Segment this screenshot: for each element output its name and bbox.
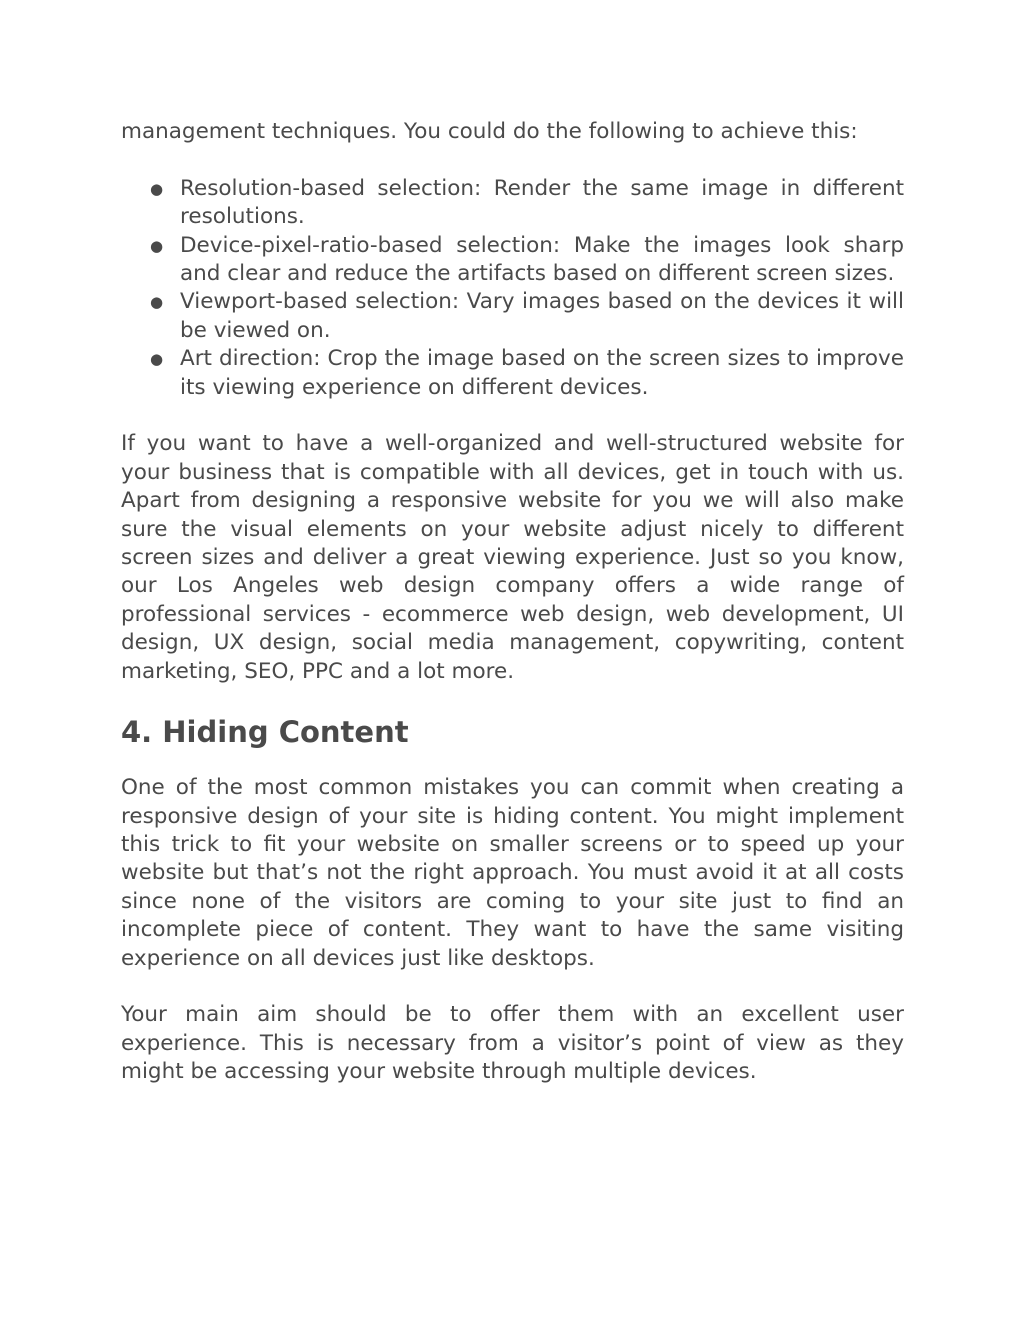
document-page <box>121 118 904 1087</box>
bullet-icon: ● <box>150 293 164 312</box>
list-item-text: Device-pixel-ratio-based selection: Make the images look sharp and clear and reduce the artifacts based on different screen sizes. <box>180 232 904 287</box>
list-item <box>121 345 904 402</box>
list-item <box>121 288 904 345</box>
selection-techniques-list <box>121 175 904 402</box>
user-experience-paragraph: Your main aim should be to offer them with an excellent user experience. This is necessary from a visitor’s point of view as they might be accessing your website through multiple devices. <box>121 1002 904 1085</box>
bullet-icon: ● <box>150 350 164 369</box>
bullet-icon: ● <box>150 179 164 198</box>
hiding-content-paragraph: One of the most common mistakes you can commit when creating a responsive design of your site is hiding content. You might implement this trick to fit your website on smaller screens or to speed up your website but that’s not the right approach. You must avoid it at all costs since none of the visitors are coming to your site just to find an incomplete piece of content. They want to have the same visiting experience on all devices just like desktops. <box>121 775 904 971</box>
list-item-text: Resolution-based selection: Render the same image in different resolutions. <box>180 175 904 230</box>
bullet-icon: ● <box>150 236 164 255</box>
list-item <box>121 175 904 232</box>
section-heading: 4. Hiding Content <box>121 715 409 750</box>
contact-us-paragraph: If you want to have a well-organized and well-structured website for your business that is compatible with all devices, get in touch with us. Apart from designing a responsive website for you we will also make sure the visual elements on your website adjust nicely to different screen sizes and deliver a great viewing experience. Just so you know, our Los Angeles web design company offers a wide range of professional services - ecommerce web design, web development, UI design, UX design, social media management, copywriting, content marketing, SEO, PPC and a lot more. <box>121 431 904 684</box>
intro-paragraph: management techniques. You could do the following to achieve this: <box>121 119 858 144</box>
list-item-text: Viewport-based selection: Vary images based on the devices it will be viewed on. <box>180 289 904 343</box>
list-item-text: Art direction: Crop the image based on the screen sizes to improve its viewing experience on different devices. <box>180 346 904 400</box>
list-item <box>121 232 904 289</box>
